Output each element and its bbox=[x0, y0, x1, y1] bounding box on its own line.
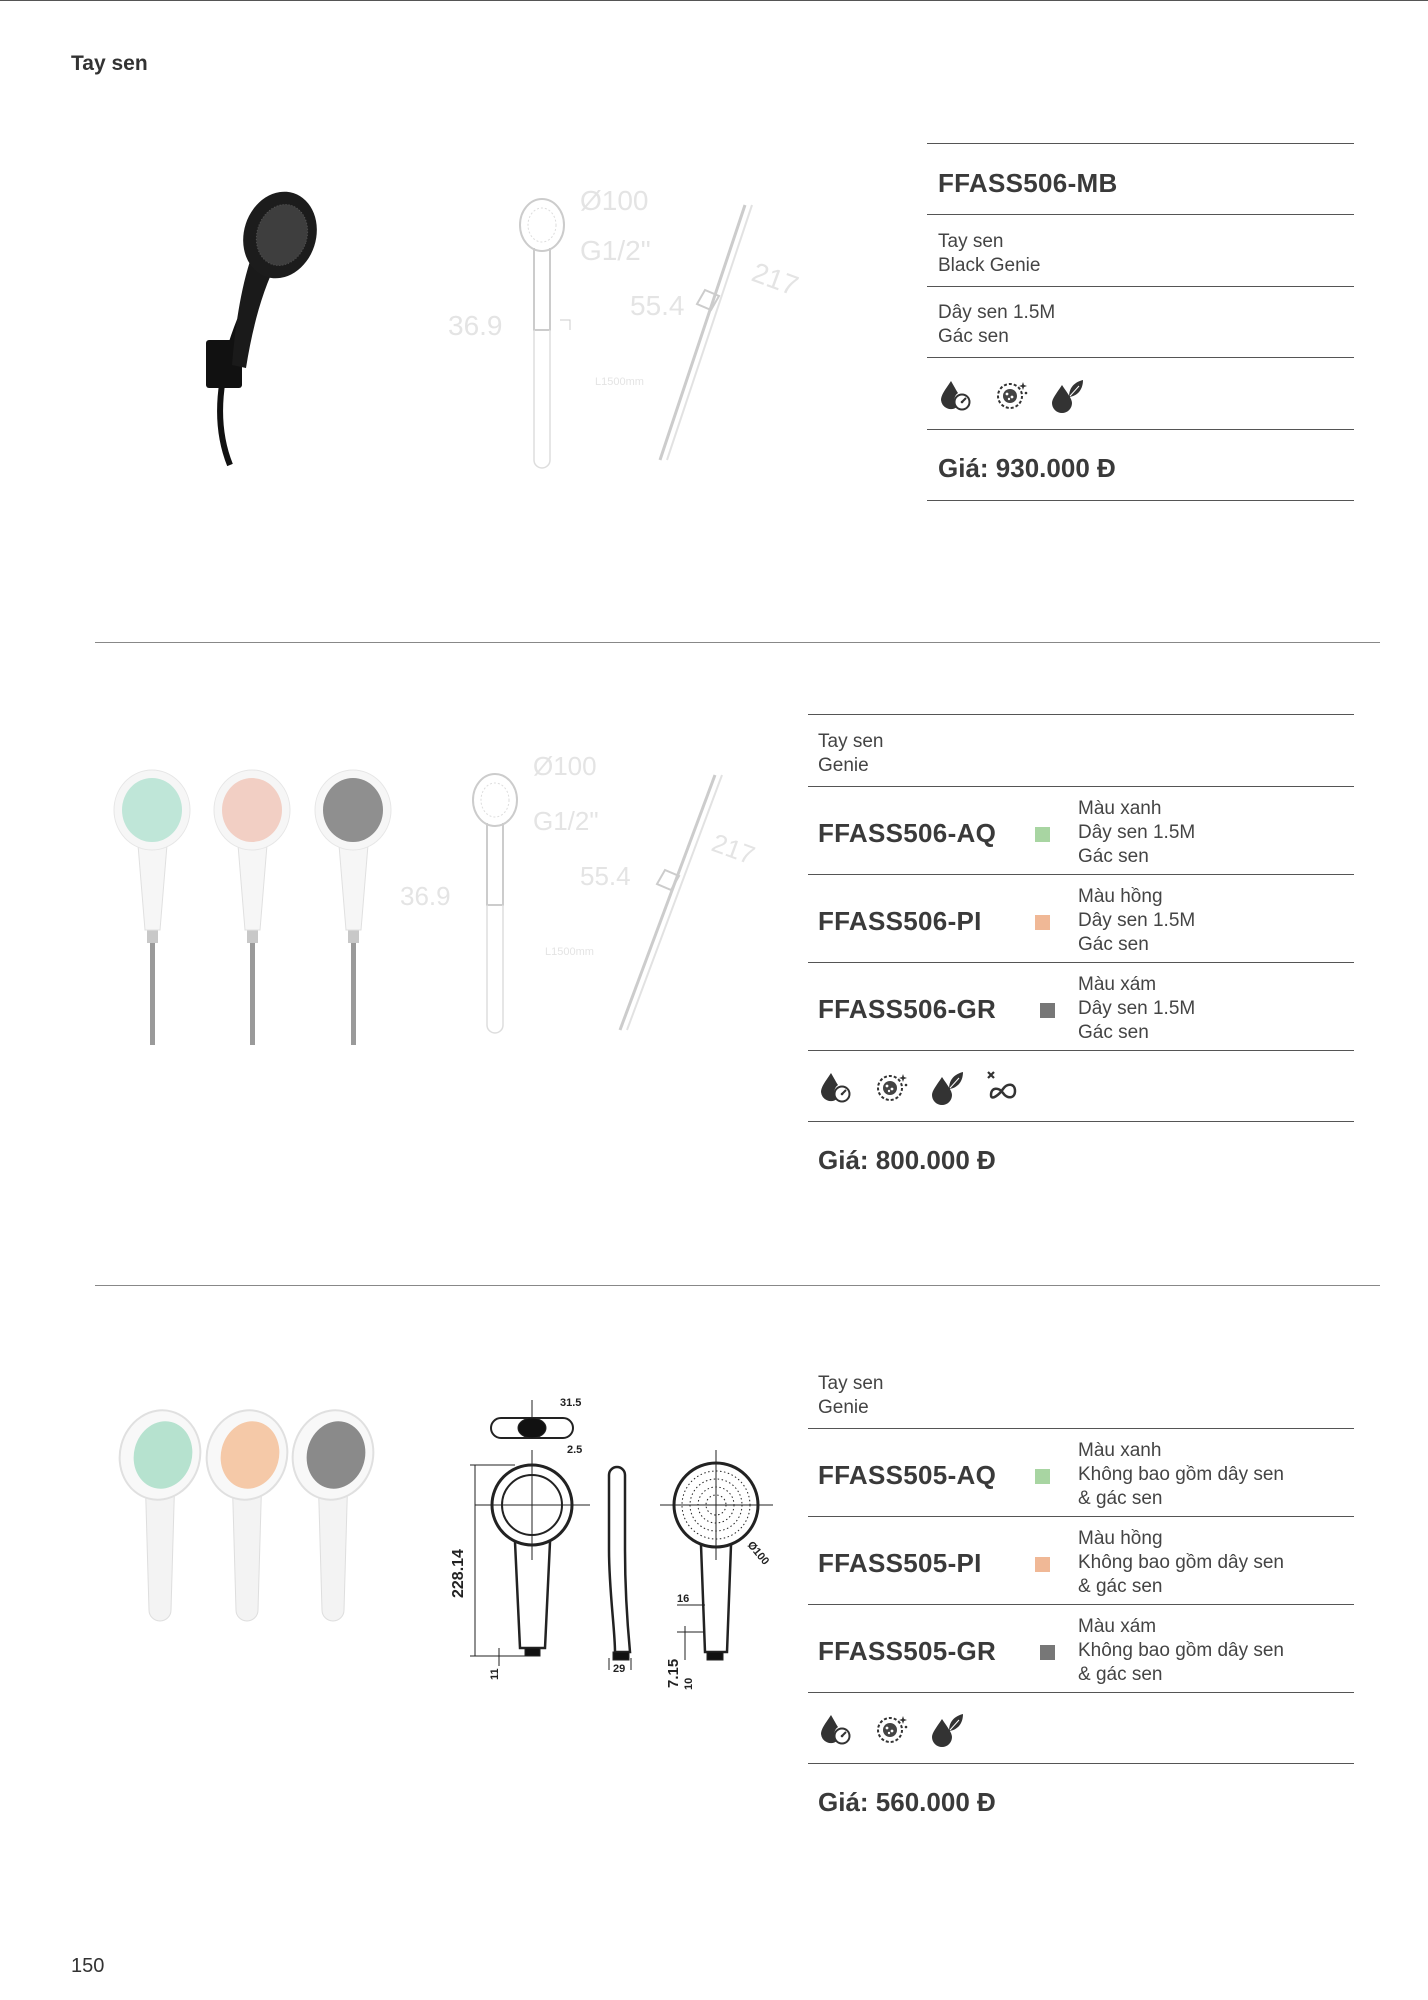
section-separator bbox=[95, 642, 1380, 643]
technical-drawing-2 bbox=[400, 751, 800, 1045]
drawing-dim-c: 217 bbox=[707, 827, 759, 871]
water-saving-icon bbox=[817, 1711, 853, 1747]
dim-10: 10 bbox=[683, 1677, 695, 1690]
variant-code: FFASS506-PI bbox=[818, 906, 982, 936]
product-price: Giá: 560.000 Đ bbox=[818, 1787, 996, 1817]
handheld-peach bbox=[197, 1401, 298, 1621]
shower-pink bbox=[214, 770, 290, 1045]
dim-2-5: 2.5 bbox=[567, 1444, 583, 1456]
color-swatch-grey bbox=[1040, 1003, 1055, 1018]
drawing-diameter: Ø100 bbox=[533, 751, 597, 781]
rule bbox=[808, 714, 1354, 715]
water-saving-icon bbox=[937, 377, 973, 413]
section-separator bbox=[95, 1285, 1380, 1286]
rule bbox=[927, 286, 1354, 287]
product-accessories: Dây sen 1.5M Gác sen bbox=[938, 302, 1056, 347]
variant-details: Màu hồng Dây sen 1.5M Gác sen bbox=[1078, 886, 1196, 955]
rule bbox=[808, 1428, 1354, 1429]
drawing-dim-a: 36.9 bbox=[448, 310, 503, 341]
drawing-dim-b: 55.4 bbox=[580, 861, 631, 891]
dim-diameter-100: Ø100 bbox=[744, 1539, 772, 1568]
rule bbox=[927, 500, 1354, 501]
drawing-thread: G1/2" bbox=[580, 235, 651, 266]
color-swatch-grey bbox=[1040, 1645, 1055, 1660]
section-title: Tay sen bbox=[71, 52, 148, 75]
variant-details: Màu xanh Dây sen 1.5M Gác sen bbox=[1078, 798, 1196, 867]
product-name: Tay sen Genie bbox=[818, 731, 884, 776]
anti-limescale-icon bbox=[993, 377, 1029, 413]
color-swatch-green bbox=[1035, 827, 1050, 842]
dim-228: 228.14 bbox=[450, 1549, 467, 1598]
drawing-thread: G1/2" bbox=[533, 806, 599, 836]
rule bbox=[927, 214, 1354, 215]
product-price: Giá: 800.000 Đ bbox=[818, 1145, 996, 1175]
shower-grey bbox=[315, 770, 391, 1045]
drawing-hose: L1500mm bbox=[545, 946, 594, 958]
rule bbox=[808, 1604, 1354, 1605]
variant-code: FFASS505-AQ bbox=[818, 1460, 997, 1490]
rule bbox=[808, 1692, 1354, 1693]
drawing-dim-c: 217 bbox=[747, 256, 803, 302]
drawing-diameter: Ø100 bbox=[580, 185, 649, 216]
technical-drawing-1 bbox=[448, 180, 860, 480]
eco-leaf-icon bbox=[929, 1711, 965, 1747]
rule bbox=[808, 1050, 1354, 1051]
anti-limescale-icon bbox=[873, 1711, 909, 1747]
drawing-hose: L1500mm bbox=[595, 376, 644, 388]
top-border bbox=[0, 0, 1428, 1]
rule bbox=[927, 143, 1354, 144]
color-swatch-green bbox=[1035, 1469, 1050, 1484]
variant-details: Màu hồng Không bao gồm dây sen & gác sen bbox=[1078, 1528, 1284, 1597]
handheld-aqua bbox=[110, 1401, 211, 1621]
eco-leaf-icon bbox=[929, 1069, 965, 1105]
dim-31-5: 31.5 bbox=[560, 1397, 582, 1409]
product-name: Tay sen Genie bbox=[818, 1373, 884, 1418]
variant-code: FFASS505-GR bbox=[818, 1636, 997, 1666]
color-swatch-pink bbox=[1035, 915, 1050, 930]
drawing-dim-b: 55.4 bbox=[630, 290, 685, 321]
technical-drawing-3 bbox=[450, 1390, 785, 1690]
feature-icons bbox=[817, 1069, 1021, 1105]
rule bbox=[808, 1516, 1354, 1517]
eco-leaf-icon bbox=[1049, 377, 1085, 413]
rule bbox=[808, 962, 1354, 963]
rule bbox=[808, 1763, 1354, 1764]
rule bbox=[808, 1121, 1354, 1122]
product-photo-genie-handheld bbox=[115, 1410, 395, 1620]
product-price: Giá: 930.000 Đ bbox=[938, 453, 1116, 483]
rule bbox=[927, 429, 1354, 430]
product-photo-genie-colors bbox=[108, 770, 398, 1075]
feature-icons bbox=[817, 1711, 965, 1747]
rule bbox=[808, 874, 1354, 875]
page-number: 150 bbox=[71, 1955, 105, 1977]
feature-icons bbox=[937, 377, 1085, 413]
dim-16: 16 bbox=[677, 1593, 690, 1605]
handheld-grey bbox=[283, 1401, 384, 1621]
product-name: Tay sen Black Genie bbox=[938, 231, 1041, 276]
color-swatch-pink bbox=[1035, 1557, 1050, 1572]
product-photo-black-genie bbox=[200, 180, 330, 470]
variant-code: FFASS506-GR bbox=[818, 994, 997, 1024]
product-code: FFASS506-MB bbox=[938, 168, 1118, 198]
anti-limescale-icon bbox=[873, 1069, 909, 1105]
variant-details: Màu xám Không bao gồm dây sen & gác sen bbox=[1078, 1616, 1284, 1685]
anti-twist-icon bbox=[985, 1069, 1021, 1105]
dim-11: 11 bbox=[489, 1668, 501, 1680]
variant-code: FFASS505-PI bbox=[818, 1548, 982, 1578]
variant-details: Màu xám Dây sen 1.5M Gác sen bbox=[1078, 974, 1196, 1043]
dim-29: 29 bbox=[613, 1663, 626, 1675]
water-saving-icon bbox=[817, 1069, 853, 1105]
variant-details: Màu xanh Không bao gồm dây sen & gác sen bbox=[1078, 1440, 1284, 1509]
variant-code: FFASS506-AQ bbox=[818, 818, 997, 848]
rule bbox=[927, 357, 1354, 358]
rule bbox=[808, 786, 1354, 787]
shower-aqua bbox=[114, 770, 190, 1045]
drawing-dim-a: 36.9 bbox=[400, 881, 451, 911]
dim-7-15: 7.15 bbox=[665, 1658, 682, 1688]
